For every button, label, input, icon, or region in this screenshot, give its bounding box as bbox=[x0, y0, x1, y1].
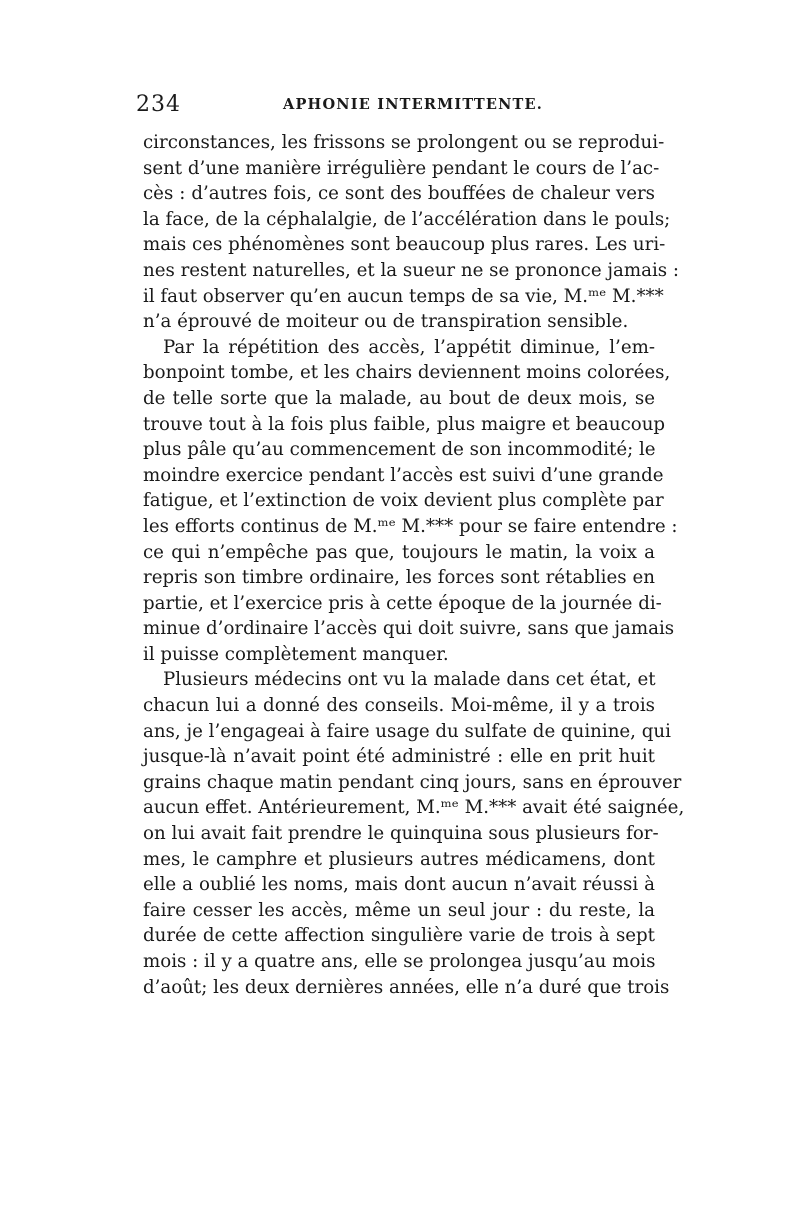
text-line: la face, de la céphalalgie, de l’accélération dans le pouls; bbox=[143, 208, 671, 230]
body-text bbox=[143, 130, 685, 1000]
book-page bbox=[136, 92, 685, 1000]
text-line: grains chaque matin pendant cinq jours, sans en éprouver bbox=[143, 771, 682, 793]
text-line: minue d’ordinaire l’accès qui doit suivre, sans que jamais bbox=[143, 618, 675, 640]
running-title: APHONIE INTERMITTENTE. bbox=[283, 96, 544, 113]
text-line: faire cesser les accès, même un seul jour : du reste, la bbox=[143, 899, 655, 921]
text-line: circonstances, les frissons se prolongent ou se reprodui- bbox=[143, 132, 665, 153]
text-line: les efforts continus de M.ᵐᵉ M.*** pour se faire entendre : bbox=[143, 515, 678, 537]
text-line: partie, et l’exercice pris à cette époque de la journée di- bbox=[143, 592, 662, 614]
text-line: ans, je l’engageai à faire usage du sulfate de quinine, qui bbox=[143, 720, 671, 742]
text-line: chacun lui a donné des conseils. Moi-même, il y a trois bbox=[143, 695, 655, 717]
text-line: il puisse complètement manquer. bbox=[143, 643, 449, 665]
text-line: mais ces phénomènes sont beaucoup plus rares. Les uri- bbox=[143, 234, 666, 256]
text-line: d’août; les deux dernières années, elle n’a duré que trois bbox=[143, 976, 670, 998]
text-line: plus pâle qu’au commencement de son incommodité; le bbox=[143, 439, 656, 461]
page-number: 234 bbox=[136, 92, 181, 117]
text-line: mois : il y a quatre ans, elle se prolongea jusqu’au mois bbox=[143, 951, 656, 972]
text-line: de telle sorte que la malade, au bout de deux mois, se bbox=[143, 387, 655, 409]
text-line: elle a oublié les noms, mais dont aucun n’avait réussi à bbox=[143, 874, 655, 896]
text-line: Par la répétition des accès, l’appétit diminue, l’em- bbox=[163, 336, 655, 358]
text-line: fatigue, et l’extinction de voix devient plus complète par bbox=[143, 490, 664, 512]
text-line: ce qui n’empêche pas que, toujours le matin, la voix a bbox=[143, 541, 655, 563]
text-line: Plusieurs médecins ont vu la malade dans cet état, et bbox=[163, 669, 656, 691]
text-line: cès : d’autres fois, ce sont des bouffées de chaleur vers bbox=[143, 183, 655, 205]
text-line: jusque-là n’avait point été administré : elle en prit huit bbox=[143, 746, 655, 768]
text-line: aucun effet. Antérieurement, M.ᵐᵉ M.*** avait été saignée, bbox=[143, 797, 685, 819]
text-line: repris son timbre ordinaire, les forces sont rétablies en bbox=[143, 567, 655, 589]
text-line: n’a éprouvé de moiteur ou de transpiration sensible. bbox=[143, 311, 629, 333]
text-line: sent d’une manière irrégulière pendant le cours de l’ac- bbox=[143, 157, 660, 179]
text-line: moindre exercice pendant l’accès est suivi d’une grande bbox=[143, 464, 664, 486]
text-line: bonpoint tombe, et les chairs deviennent moins colorées, bbox=[143, 362, 671, 384]
text-line: on lui avait fait prendre le quinquina sous plusieurs for- bbox=[143, 823, 659, 845]
page-header bbox=[136, 92, 655, 122]
text-line: nes restent naturelles, et la sueur ne se prononce jamais : bbox=[143, 259, 680, 281]
text-line: il faut observer qu’en aucun temps de sa vie, M.ᵐᵉ M.*** bbox=[143, 285, 664, 307]
text-line: durée de cette affection singulière varie de trois à sept bbox=[143, 925, 655, 947]
text-line: mes, le camphre et plusieurs autres médicamens, dont bbox=[143, 848, 655, 870]
text-line: trouve tout à la fois plus faible, plus maigre et beaucoup bbox=[143, 413, 666, 435]
